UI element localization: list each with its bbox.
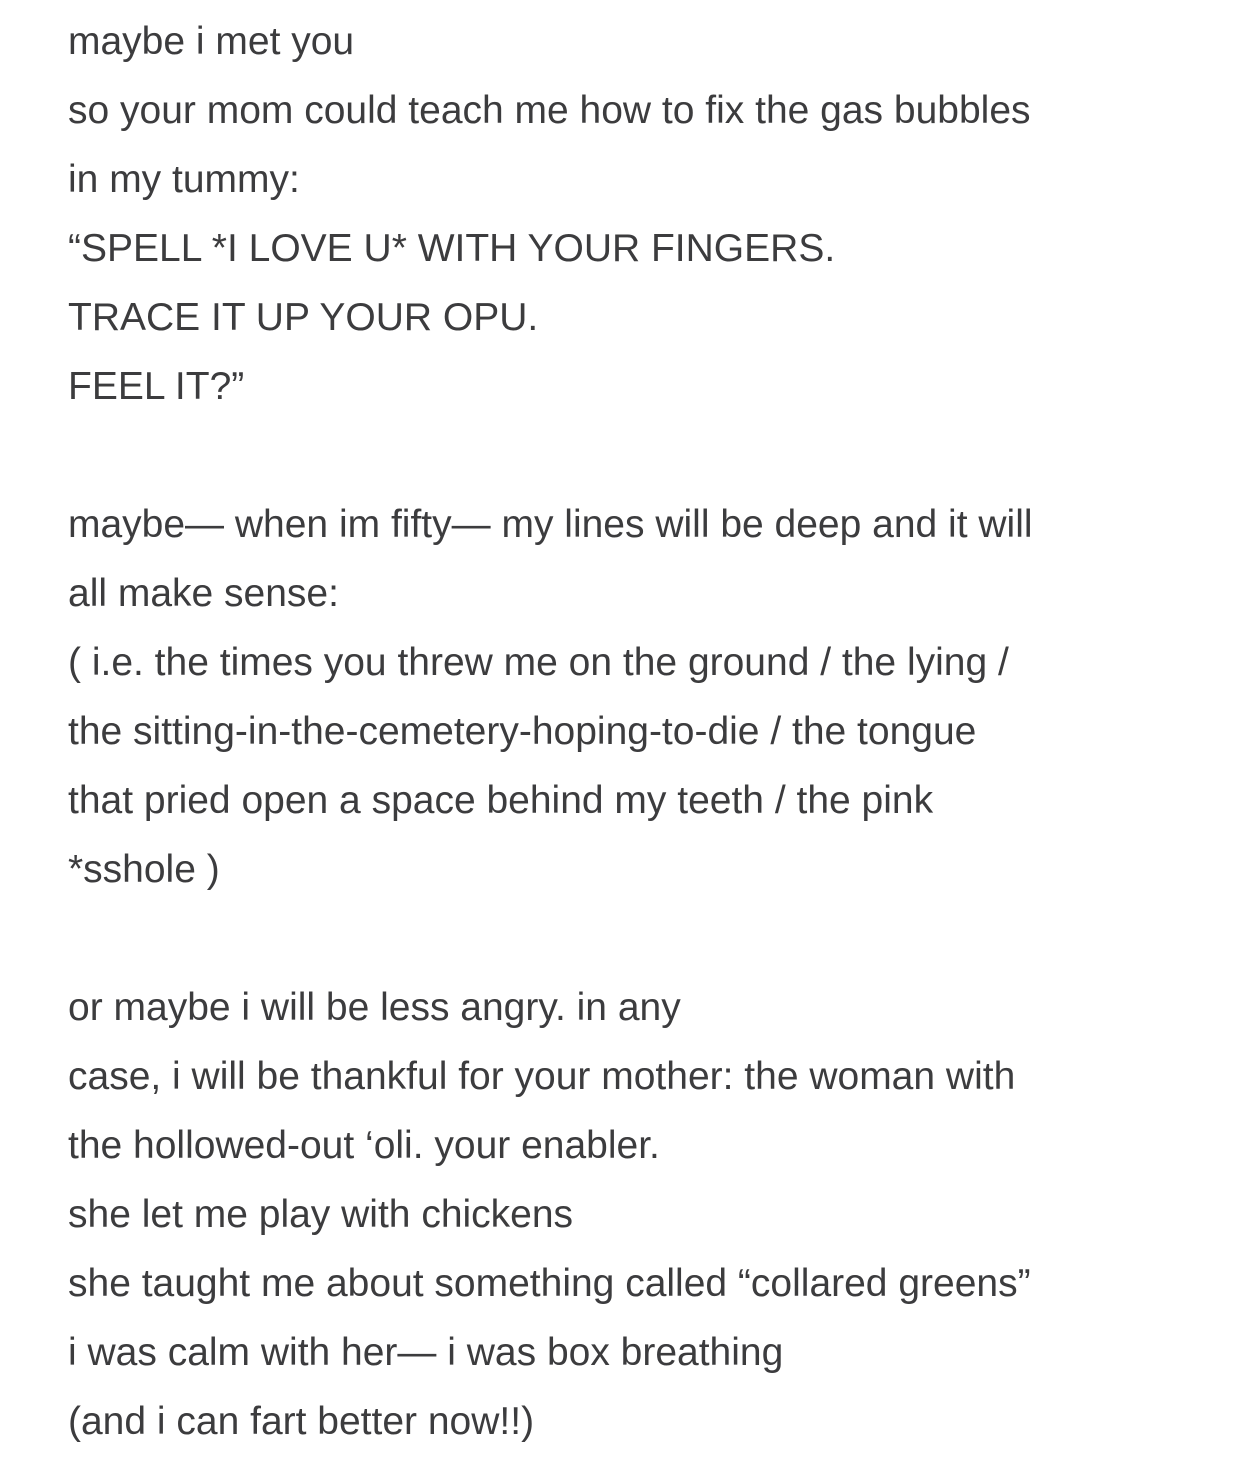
text-line: that pried open a space behind my teeth / the pink [68,779,934,822]
note-body[interactable] [68,7,1228,1456]
text-line: ( i.e. the times you threw me on the ground / the lying / [68,641,1009,684]
stanza-3 [68,973,1228,1456]
text-line: all make sense: [68,572,339,615]
text-line: maybe— when im fifty— my lines will be deep and it will [68,503,1033,546]
text-line: she taught me about something called “collared greens” [68,1262,1031,1305]
text-line: “SPELL *I LOVE U* WITH YOUR FINGERS. [68,227,836,270]
text-line: i was calm with her— i was box breathing [68,1331,784,1374]
text-line: maybe i met you [68,20,355,63]
text-line: FEEL IT?” [68,365,245,408]
text-line: she let me play with chickens [68,1193,574,1236]
text-line: *sshole ) [68,848,220,891]
text-line: in my tummy: [68,158,300,201]
text-line: or maybe i will be less angry. in any [68,986,681,1029]
stanza-2 [68,490,1228,904]
text-line: the sitting-in-the-cemetery-hoping-to-die / the tongue [68,710,977,753]
text-line: the hollowed-out ‘oli. your enabler. [68,1124,660,1167]
text-line: case, i will be thankful for your mother: the woman with [68,1055,1016,1098]
text-line: TRACE IT UP YOUR OPU. [68,296,539,339]
stanza-1 [68,7,1228,421]
text-line: (and i can fart better now!!) [68,1400,535,1443]
text-line: so your mom could teach me how to fix the gas bubbles [68,89,1031,132]
